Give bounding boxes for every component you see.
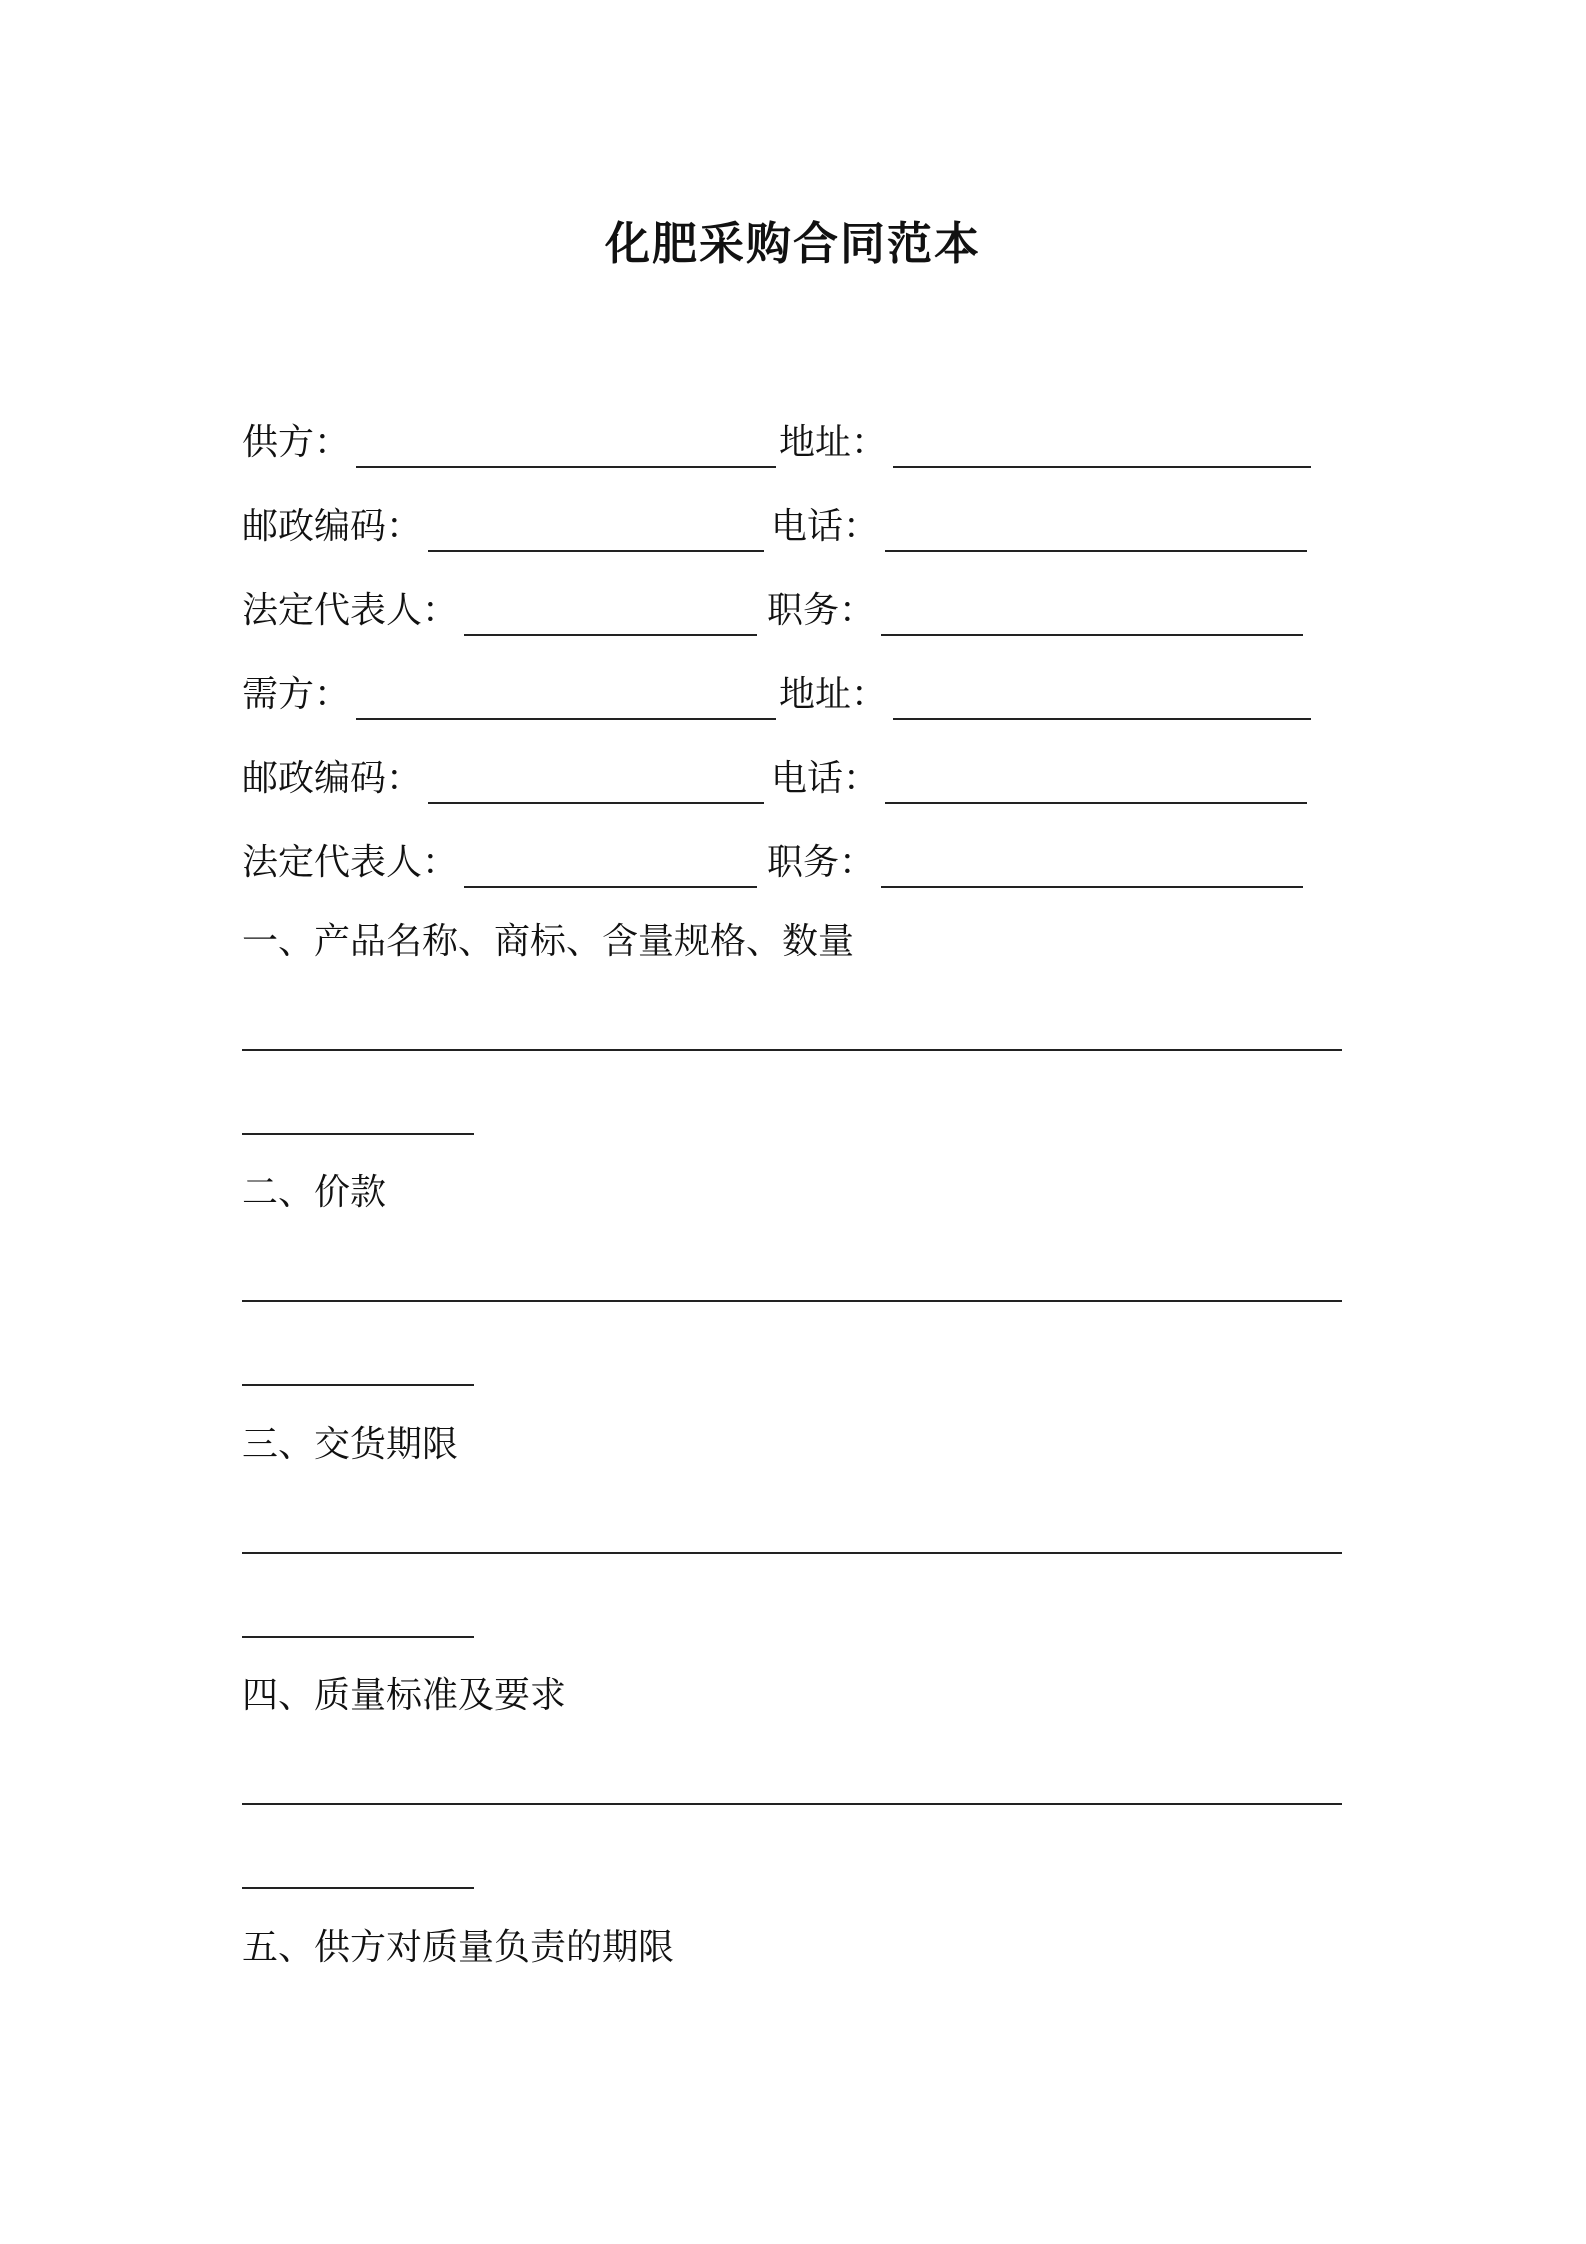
fill-blank[interactable] xyxy=(885,510,1307,552)
section-heading: 四、质量标准及要求 xyxy=(242,1675,567,1716)
field-label: 邮政编码： xyxy=(242,506,423,547)
section-heading: 二、价款 xyxy=(242,1172,387,1213)
fill-line[interactable] xyxy=(242,1049,1342,1051)
fill-blank[interactable] xyxy=(893,426,1311,468)
fill-line[interactable] xyxy=(242,1636,474,1638)
field-label: 邮政编码： xyxy=(242,758,423,799)
fill-blank[interactable] xyxy=(428,510,764,552)
fill-blank[interactable] xyxy=(881,594,1303,636)
field-label: 职务： xyxy=(767,590,876,631)
section-heading: 五、供方对质量负责的期限 xyxy=(242,1927,675,1968)
fill-blank[interactable] xyxy=(464,594,757,636)
fill-line[interactable] xyxy=(242,1384,474,1386)
fill-blank[interactable] xyxy=(885,762,1307,804)
field-label: 法定代表人： xyxy=(242,842,459,883)
fill-line[interactable] xyxy=(242,1887,474,1889)
fill-blank[interactable] xyxy=(881,846,1303,888)
document-title: 化肥采购合同范本 xyxy=(604,217,981,270)
fill-line[interactable] xyxy=(242,1803,1342,1805)
fill-line[interactable] xyxy=(242,1552,1342,1554)
field-label: 法定代表人： xyxy=(242,590,459,631)
section-heading: 一、产品名称、商标、含量规格、数量 xyxy=(242,921,855,962)
fill-line[interactable] xyxy=(242,1300,1342,1302)
fill-blank[interactable] xyxy=(356,426,776,468)
fill-blank[interactable] xyxy=(356,678,776,720)
section-heading: 三、交货期限 xyxy=(242,1424,459,1465)
field-label: 地址： xyxy=(779,422,888,463)
field-label: 供方： xyxy=(242,422,351,463)
field-label: 需方： xyxy=(242,674,351,715)
field-label: 电话： xyxy=(771,758,880,799)
fill-blank[interactable] xyxy=(428,762,764,804)
fill-blank[interactable] xyxy=(464,846,757,888)
field-label: 职务： xyxy=(767,842,876,883)
fill-line[interactable] xyxy=(242,1133,474,1135)
field-label: 地址： xyxy=(779,674,888,715)
field-label: 电话： xyxy=(771,506,880,547)
fill-blank[interactable] xyxy=(893,678,1311,720)
